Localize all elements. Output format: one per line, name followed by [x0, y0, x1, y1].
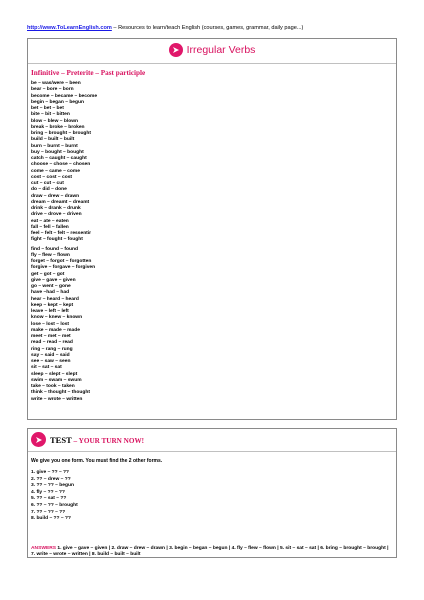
test-title: TEST	[50, 434, 72, 445]
verb-item: ring – rang – rung	[31, 346, 73, 352]
question-item: 2. ?? – drew – ??	[31, 476, 71, 482]
verb-item: say – said – said	[31, 352, 70, 358]
verb-item: leave – left – left	[31, 309, 69, 314]
verb-item: meet – met – met	[31, 334, 71, 339]
question-item: 5. ?? – sat – ??	[31, 496, 67, 502]
verb-item: draw – drew – drawn	[31, 193, 80, 199]
verb-item: fly – flew – flown	[31, 252, 70, 258]
verb-item: read – read – read	[31, 340, 73, 346]
question-item: 1. give – ?? – ??	[31, 470, 70, 475]
answers-label: ANSWERS	[31, 546, 56, 551]
verb-item: sit – sat – sat	[31, 365, 62, 371]
divider	[28, 451, 396, 452]
site-tagline: – Resources to learn/teach English (courses, games, grammar, daily page...)	[111, 25, 304, 31]
verb-item: think – thought – thought	[31, 390, 90, 396]
verb-item: bet – bet – bet	[31, 106, 64, 111]
verb-item: forgive – forgave – forgiven	[31, 265, 96, 271]
question-list	[31, 470, 78, 523]
irregular-verbs-box	[27, 38, 397, 420]
question-item: 4. fly – ?? – ??	[31, 489, 65, 495]
verb-item: become – became – become	[31, 93, 98, 99]
arrow-right-icon	[31, 432, 46, 447]
verb-item: bite – bit – bitten	[31, 112, 70, 118]
verb-item: drive – drove – driven	[31, 212, 82, 218]
verb-item: give – gave – given	[31, 277, 76, 283]
verb-item: blow – blew – blown	[31, 118, 79, 124]
verb-item: cost – cost – cost	[31, 174, 73, 180]
site-link[interactable]: http://www.ToLearnEnglish.com	[27, 25, 112, 31]
section-subtitle: Infinitive – Preterite – Past participle	[31, 69, 146, 77]
verb-item: bear – bore – born	[31, 87, 74, 93]
test-box	[27, 428, 397, 558]
verb-item: know – knew – known	[31, 315, 83, 321]
verb-item: make – made – made	[31, 327, 80, 333]
question-item: 6. ?? – ?? – brought	[31, 502, 78, 508]
verb-item: hear – heard – heard	[31, 296, 79, 302]
verb-item: swim – swam – swum	[31, 377, 82, 383]
verb-item: bring – brought – brought	[31, 131, 92, 136]
verb-item: build – built – built	[31, 137, 75, 143]
verb-item: lose – lost – lost	[31, 321, 70, 327]
question-item: 3. ?? – ?? – begun	[31, 483, 74, 489]
verb-item: begin – began – begun	[31, 99, 84, 105]
verb-item: fall – fell – fallen	[31, 224, 69, 230]
verb-item: find – found – found	[31, 246, 78, 252]
verb-item: write – wrote – written	[31, 396, 83, 402]
verb-item: see – saw – seen	[31, 359, 71, 364]
verb-item: buy – bought – bought	[31, 149, 84, 155]
arrow-right-icon	[169, 43, 183, 57]
verb-item: do – did – done	[31, 187, 67, 193]
divider	[28, 63, 396, 64]
verb-item: break – broke – broken	[31, 124, 85, 130]
verb-item: sleep – slept – slept	[31, 371, 78, 377]
verb-item: get – got – got	[31, 271, 65, 277]
verb-item: forget – forgot – forgotten	[31, 259, 92, 264]
verb-item: feel – felt – felt – ressentir	[31, 231, 92, 236]
question-item: 7. ?? – ?? – ??	[31, 509, 66, 515]
verb-list	[31, 81, 97, 403]
verb-item: burn – burnt – burnt	[31, 143, 78, 149]
page-header	[27, 25, 303, 31]
section-title-row	[28, 39, 396, 61]
verb-item: cut – cut – cut	[31, 181, 64, 186]
answers	[31, 546, 393, 559]
verb-item: drink – drank – drunk	[31, 206, 81, 211]
test-title-rest: – YOUR TURN NOW!	[71, 436, 145, 445]
test-instruction: We give you one form. You must find the 2 other forms.	[31, 458, 163, 464]
verb-item: dream – dreamt – dreamt	[31, 199, 90, 205]
verb-item: come – came – come	[31, 168, 80, 174]
verb-item: keep – kept – kept	[31, 302, 74, 308]
test-heading	[31, 432, 144, 447]
verb-item: choose – chose – chosen	[31, 162, 91, 168]
verb-item: fight – fought – fought	[31, 237, 83, 243]
section-title: Irregular Verbs	[186, 44, 256, 56]
verb-item: be – was/were – been	[31, 81, 81, 86]
verb-item: catch – caught – caught	[31, 156, 87, 161]
verb-item: take – took – taken	[31, 384, 75, 389]
answers-text: 1. give – gave – given | 2. draw – drew – drawn | 3. begin – began – begun | 4. fly – flew – flown | 5. sit – sat – sat | 6. bring – brought – brought | 7. write – wrote – written | 8. build – built – built	[31, 546, 389, 558]
question-item: 8. build – ?? – ??	[31, 516, 71, 522]
verb-item: have –had – had	[31, 290, 70, 296]
verb-item: go – went – gone	[31, 284, 71, 289]
verb-item: eat – ate – eaten	[31, 218, 69, 224]
